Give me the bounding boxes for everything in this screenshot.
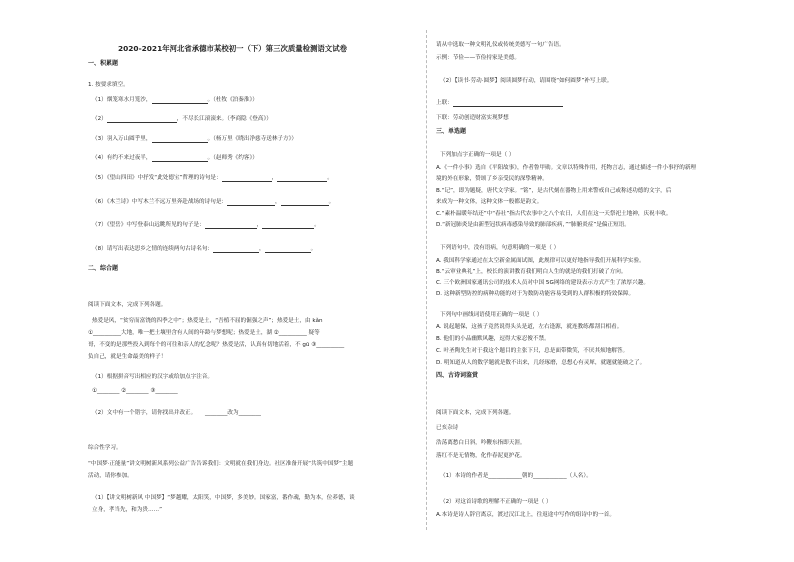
question-a: （1）根据拼音写出相应的汉字或给加点字注音。 bbox=[92, 374, 214, 380]
fill-item-1-source: 。（杜牧《泊秦淮》） bbox=[207, 97, 258, 103]
answer-blank[interactable] bbox=[281, 200, 329, 206]
fill-item-4-text: （4）有约不来过夜半， bbox=[92, 155, 152, 161]
mc3-option[interactable]: C. 叶圣陶先生对于我这个题目的主张下只，总是面带微笑，不厌其烦地解答。 bbox=[436, 348, 629, 354]
fill-item-1-text: （1）烟笼寒水月笼沙， bbox=[92, 97, 152, 103]
mc2-question: 下列语句中，没有语病，句意明确的一项是（ ） bbox=[440, 245, 560, 251]
question-c-2: 立身，孝当先，和为贵……” bbox=[92, 507, 163, 513]
poem-line-2: 落红不是无情物，化作春泥更护花。 bbox=[436, 453, 526, 459]
couplet-upper-label: 上联： bbox=[436, 100, 453, 106]
question-b-blanks[interactable]: ________改为________ bbox=[205, 410, 261, 416]
mc2-option[interactable]: D. 这种新型防控的病种功能的对于为数防功能容易受到的人群积极的特效保障。 bbox=[436, 291, 635, 297]
section-heading-2: 二、综合题 bbox=[88, 265, 119, 272]
right-line-2: 示例：节俭——节俭持家是美德。 bbox=[436, 55, 520, 61]
question-b: （2）文中有一个错字，请你找出并改正。 bbox=[92, 410, 197, 416]
practice-heading: 综合性学习。 bbox=[88, 445, 122, 451]
answer-blank[interactable] bbox=[213, 247, 259, 253]
couplet-upper bbox=[436, 100, 563, 107]
poem-question-1[interactable]: （1）本诗的作者是____________朝的____________（人名）。 bbox=[440, 473, 592, 479]
answer-blank[interactable] bbox=[222, 176, 272, 182]
mc3-question: 下列句中画线词语使用正确的一项是（ ） bbox=[440, 312, 543, 318]
answer-blank[interactable] bbox=[277, 176, 327, 182]
poem-option-a[interactable]: A.本诗是诗人辞官离京，渡过汉江北上，往返途中写作的组诗中的一首。 bbox=[436, 512, 615, 518]
answer-blank[interactable] bbox=[262, 223, 314, 229]
fill-item-7: （7）《望岳》中写登泰山远眺所见的句子是： ， 。 bbox=[92, 222, 320, 228]
answer-blank[interactable] bbox=[152, 156, 208, 162]
fill-item-2-source: ，不尽长江滚滚来。（李商隐《登高》） bbox=[176, 116, 272, 122]
mc1-option[interactable]: C.“素朴温暖年结还”中“春社”指古代农事中之八个农日，人们在这一天祭祀土地神，庆祝丰收。 bbox=[436, 211, 672, 217]
answer-blank[interactable] bbox=[227, 200, 275, 206]
question-1: 1. 按要求填空。 bbox=[88, 82, 129, 88]
fill-item-2 bbox=[92, 116, 272, 123]
practice-line-1: “中国梦·正能量”讲文明树新风系列公益广告告诉我们：文明就在我们身边。社区准备开展“共筑中国梦”主题 bbox=[88, 461, 354, 467]
mc3-option[interactable]: D. 明知道从人的数学题就是数不出来，几经琢磨，总想心有灵犀，就题就能破之了。 bbox=[436, 360, 646, 366]
fill-item-3 bbox=[92, 136, 297, 143]
fill-item-8: （8）请写出表达思乡之情的连续两句古诗名句： ， 。 bbox=[92, 246, 317, 252]
question-a-blanks[interactable]: ①________ ②________ ③________ bbox=[92, 388, 178, 394]
poem-question-2: （2）对这首诗歌的理解不正确的一项是（ ） bbox=[440, 499, 552, 505]
mc3-option[interactable]: B. 他们的小品幽默风趣，逗得大家忍俊不禁。 bbox=[436, 336, 550, 342]
poem-intro: 阅读下面文本，完成下列各题。 bbox=[436, 410, 515, 416]
fill-item-8-text: （8）请写出表达思乡之情的连续两句古诗名句： bbox=[92, 246, 214, 252]
fill-item-7-text: （7）《望岳》中写登泰山远眺所见的句子是： bbox=[92, 222, 205, 228]
couplet-lower: 下联：劳动创造财富实现梦想 bbox=[436, 115, 509, 121]
reading-intro: 阅读下面文本，完成下列各题。 bbox=[88, 302, 167, 308]
poem-line-1: 浩荡离愁白日斜，吟鞭东指即天涯。 bbox=[436, 440, 526, 446]
passage-line-3: 哥，不变的是那些投入到每个的可往和亲人的忆念呢？热爱是活，认真有切地活着，不 gū ③__________ bbox=[88, 342, 345, 348]
passage-line-1: 热爱是风，“贫穷而富饶的四季之中”；热爱是土，“吾植不屈的倔强之声”；热爱是土，由 kǎn bbox=[92, 318, 323, 324]
fill-item-4-source: 。（赵师秀《约客》） bbox=[207, 155, 258, 161]
mc2-option[interactable]: A. 我国科学家通过在太空新金属面试图，此规律可以更好地指导我们开展科学实验。 bbox=[436, 258, 645, 264]
mc2-option[interactable]: B.“云审业典礼”上，校长的演讲教育我们明白人生的就是的我们打破了方向。 bbox=[436, 269, 627, 275]
mc1-option[interactable]: 境的外在形象，赞颂了乡亲受民的深挚精神。 bbox=[436, 176, 548, 182]
fill-item-5-text: （5）《望山四田》中抒发“此处德宝”哲理的诗句是： bbox=[92, 175, 222, 181]
mc2-option[interactable]: C. 三个欧洲国家通讯公司的技术人员对中国 5G网络的建设表示方式产生了浓厚兴趣。 bbox=[436, 280, 649, 286]
section-heading-4: 四、古诗词鉴赏 bbox=[436, 372, 479, 379]
answer-blank[interactable] bbox=[152, 137, 208, 143]
answer-blank[interactable] bbox=[205, 223, 257, 229]
answer-blank[interactable] bbox=[265, 247, 311, 253]
section-heading-1: 一、积累题 bbox=[88, 60, 119, 67]
passage-line-4: 负自己，就是生命最美的样子！ bbox=[88, 354, 167, 360]
practice-line-2: 活动，请你参加。 bbox=[88, 473, 133, 479]
answer-blank[interactable] bbox=[152, 98, 208, 104]
poem-title: 已亥杂诗 bbox=[436, 425, 459, 431]
mc1-option[interactable]: 来成为一种文体，这种文体一般都是韵文。 bbox=[436, 199, 543, 205]
fill-item-6: （6）《木兰诗》中写木兰不远万里奔赴战场的诗句是： ， 。 bbox=[92, 199, 335, 205]
fill-item-3-source: 。（杨万里《晓出净慈寺送林子方》） bbox=[207, 136, 297, 142]
mc1-option[interactable]: D.“新冠肺炎是由新型冠状病毒感染导致的肺部疾病，”“肺腑炎症”是偏正短语。 bbox=[436, 222, 630, 228]
fill-item-6-text: （6）《木兰诗》中写木兰不远万里奔赴战场的诗句是： bbox=[92, 199, 228, 205]
mc1-option[interactable]: A.《一件小事》选自《平阳故事》，作者鲁甲勋。文章以特殊作用，托物言志，通过描述一件小事抒的新理 bbox=[436, 165, 697, 171]
exam-title: 2020-2021年河北省承德市某校初一（下）第三次质量检测语文试卷 bbox=[118, 44, 347, 53]
fill-item-1 bbox=[92, 97, 258, 104]
fill-item-5: （5）《望山四田》中抒发“此处德宝”哲理的诗句是： ， 。 bbox=[92, 175, 333, 181]
answer-blank[interactable] bbox=[453, 101, 563, 107]
mc1-option[interactable]: B.“记”，即为题疑，唐代文学家。“铭”，是古代刻在器物上用来警戒自己或称述功德的文字，后 bbox=[436, 188, 672, 194]
right-line-1: 请从中选取一种文明礼仪或传统美德写一句广告语。 bbox=[436, 42, 565, 48]
question-c: （1）【讲文明树新风 中国梦】“梦越耀，太阳笑，中国梦，多美妙。国家富，番作魂，勤为本，位养德，谈 bbox=[92, 495, 355, 501]
answer-blank[interactable] bbox=[107, 117, 177, 123]
section-heading-3: 三、单选题 bbox=[436, 128, 467, 135]
passage-line-2: ①__________大地，唯一把土壤里含有人间的年龄与梦想呢；热爱是土，湖 ②__________ 疑等 bbox=[88, 330, 320, 336]
fill-item-3-text: （3）羽入万山圆乎里， bbox=[92, 136, 152, 142]
fill-item-2-text: （2） bbox=[92, 116, 107, 122]
fill-item-4 bbox=[92, 155, 258, 162]
mc3-option[interactable]: A. 说起题保，这孩子竟然说得头头是道，左右逢源，就连教练都刮目相看。 bbox=[436, 324, 623, 330]
column-divider bbox=[426, 30, 427, 530]
right-line-3: （2）【读书·劳动·圆梦】阅读圆梦行动，请围绕“如何圆梦”补写上联。 bbox=[440, 78, 613, 84]
mc1-question: 下列加点字正确的一项是（ ） bbox=[440, 152, 515, 158]
